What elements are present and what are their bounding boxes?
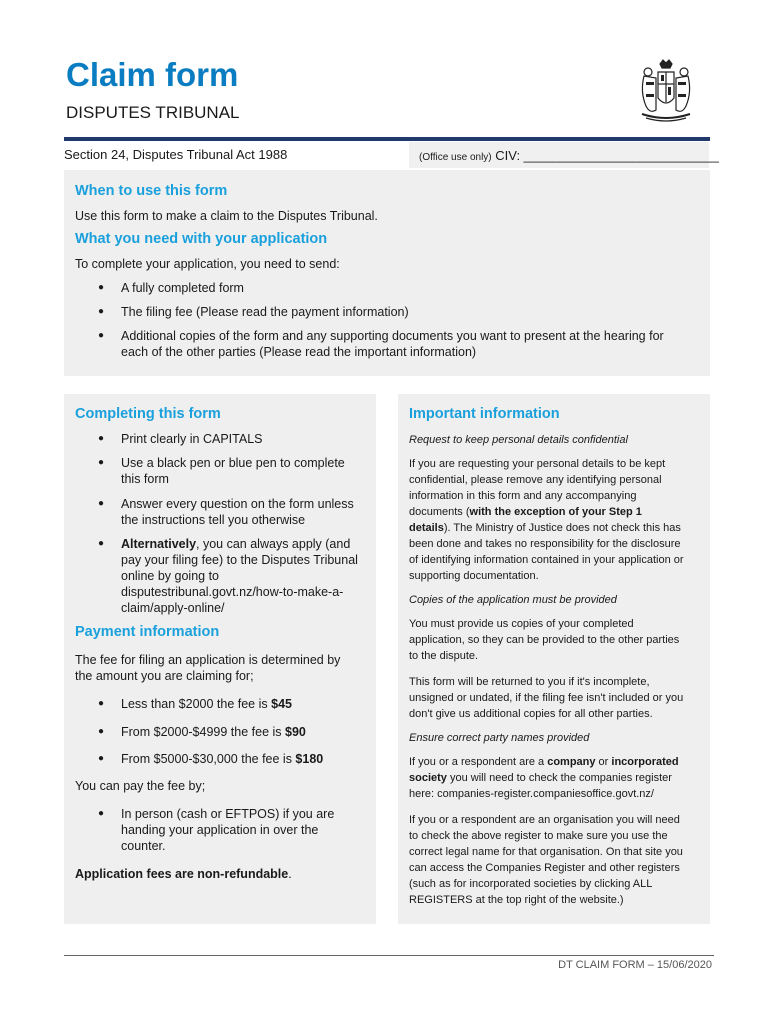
office-use-label: (Office use only) (419, 152, 492, 163)
in-person-line-1: In person (cash or EFTPOS) if you are (121, 807, 335, 821)
confidential-subheading: Request to keep personal details confidential (409, 434, 628, 446)
in-person-line-3: counter. (121, 839, 166, 853)
bullet-icon: ● (98, 457, 105, 468)
confidential-line-2: confidential, please remove any identifying personal (409, 474, 662, 486)
bullet-icon: ● (98, 282, 105, 293)
alternatively-line-1: Alternatively, you can always apply (and (121, 537, 351, 551)
returned-line-3: don't give us additional copies for all other parties. (409, 708, 653, 720)
company-line-1: If you or a respondent are a company or incorporated (409, 756, 679, 768)
bullet-icon: ● (98, 330, 105, 341)
bullet-icon: ● (98, 753, 105, 764)
fee-item-2: From $2000-$4999 the fee is $90 (121, 725, 306, 739)
confidential-line-5: details). The Ministry of Justice does not check this has (409, 522, 681, 534)
copies-subheading: Copies of the application must be provided (409, 594, 617, 606)
copies-line-3: to the dispute. (409, 650, 479, 662)
bullet-icon: ● (98, 726, 105, 737)
footer-text: DT CLAIM FORM – 15/06/2020 (558, 959, 712, 971)
completing-item-2-cont: this form (121, 472, 169, 486)
need-item-1: A fully completed form (121, 281, 244, 295)
pay-by-text: You can pay the fee by; (75, 779, 206, 793)
completing-panel (64, 394, 376, 924)
need-item-3-cont: each of the other parties (Please read the important information) (121, 345, 477, 359)
bullet-icon: ● (98, 808, 105, 819)
civ-field: CIV: ___________________________ (495, 148, 719, 163)
copies-line-1: You must provide us copies of your completed (409, 618, 634, 630)
alternatively-line-3: online by going to (121, 569, 219, 583)
confidential-line-8: supporting documentation. (409, 570, 539, 582)
fee-item-3: From $5000-$30,000 the fee is $180 (121, 752, 324, 766)
confidential-line-6: been done and takes no responsibility for the disclosure (409, 538, 681, 550)
returned-line-1: This form will be returned to you if it's incomplete, (409, 676, 650, 688)
alternatively-line-2: pay your filing fee) to the Disputes Tribunal (121, 553, 358, 567)
completing-item-2: Use a black pen or blue pen to complete (121, 456, 345, 470)
organisation-line-2: to check the above register to make sure you use the (409, 830, 668, 842)
payment-intro-2: the amount you are claiming for; (75, 669, 254, 683)
organisation-line-6: REGISTERS at the top right of the website.) (409, 894, 624, 906)
organisation-line-5: (such as for incorporated societies by clicking ALL (409, 878, 653, 890)
important-heading: Important information (409, 406, 560, 422)
coat-of-arms-icon (634, 58, 698, 124)
when-text: Use this form to make a claim to the Disputes Tribunal. (75, 209, 378, 223)
payment-intro-1: The fee for filing an application is determined by (75, 653, 341, 667)
need-item-3: Additional copies of the form and any supporting documents you want to present at the hearing for (121, 329, 664, 343)
bullet-icon: ● (98, 306, 105, 317)
bullet-icon: ● (98, 498, 105, 509)
confidential-line-7: of identifying information contained in your application or (409, 554, 684, 566)
important-panel (398, 394, 710, 924)
in-person-line-2: handing your application in over the (121, 823, 319, 837)
confidential-line-4: documents (with the exception of your Step 1 (409, 506, 642, 518)
payment-heading: Payment information (75, 624, 220, 640)
organisation-line-1: If you or a respondent are an organisation you will need (409, 814, 680, 826)
returned-line-2: unsigned or undated, if the filing fee isn't included or you (409, 692, 684, 704)
bullet-icon: ● (98, 698, 105, 709)
office-use-box (409, 142, 719, 168)
confidential-line-1: If you are requesting your personal details to be kept (409, 458, 666, 470)
online-link-line-1: disputestribunal.govt.nz/how-to-make-a- (121, 585, 344, 599)
completing-item-3: Answer every question on the form unless (121, 497, 354, 511)
page-title: Claim form (66, 56, 239, 93)
non-refundable-note: Application fees are non-refundable. (75, 867, 292, 881)
fee-item-1: Less than $2000 the fee is $45 (121, 697, 292, 711)
online-link-line-2: claim/apply-online/ (121, 601, 225, 615)
page-subtitle: DISPUTES TRIBUNAL (66, 103, 240, 122)
need-intro: To complete your application, you need to send: (75, 257, 340, 271)
organisation-line-4: can access the Companies Register and other registers (409, 862, 680, 874)
alternatively-bold: Alternatively (121, 537, 197, 551)
footer-rule (64, 955, 714, 956)
header-rule (64, 137, 710, 141)
completing-item-1: Print clearly in CAPITALS (121, 432, 263, 446)
top-info-panel (64, 170, 710, 376)
bullet-icon: ● (98, 538, 105, 549)
completing-item-3-cont: the instructions tell you otherwise (121, 513, 306, 527)
bullet-icon: ● (98, 433, 105, 444)
company-line-2: society you will need to check the companies register (409, 772, 672, 784)
act-reference: Section 24, Disputes Tribunal Act 1988 (64, 147, 288, 162)
completing-heading: Completing this form (75, 406, 221, 422)
companies-register-link: here: companies-register.companiesoffice.govt.nz/ (409, 788, 654, 800)
confidential-line-3: information in this form and any accompanying (409, 490, 637, 502)
when-heading: When to use this form (75, 183, 228, 199)
need-item-2: The filing fee (Please read the payment information) (121, 305, 409, 319)
copies-line-2: application, so they can be provided to the other parties (409, 634, 680, 646)
need-heading: What you need with your application (75, 231, 328, 247)
party-names-subheading: Ensure correct party names provided (409, 732, 590, 744)
organisation-line-3: correct legal name for that organisation. On that site you (409, 846, 683, 858)
